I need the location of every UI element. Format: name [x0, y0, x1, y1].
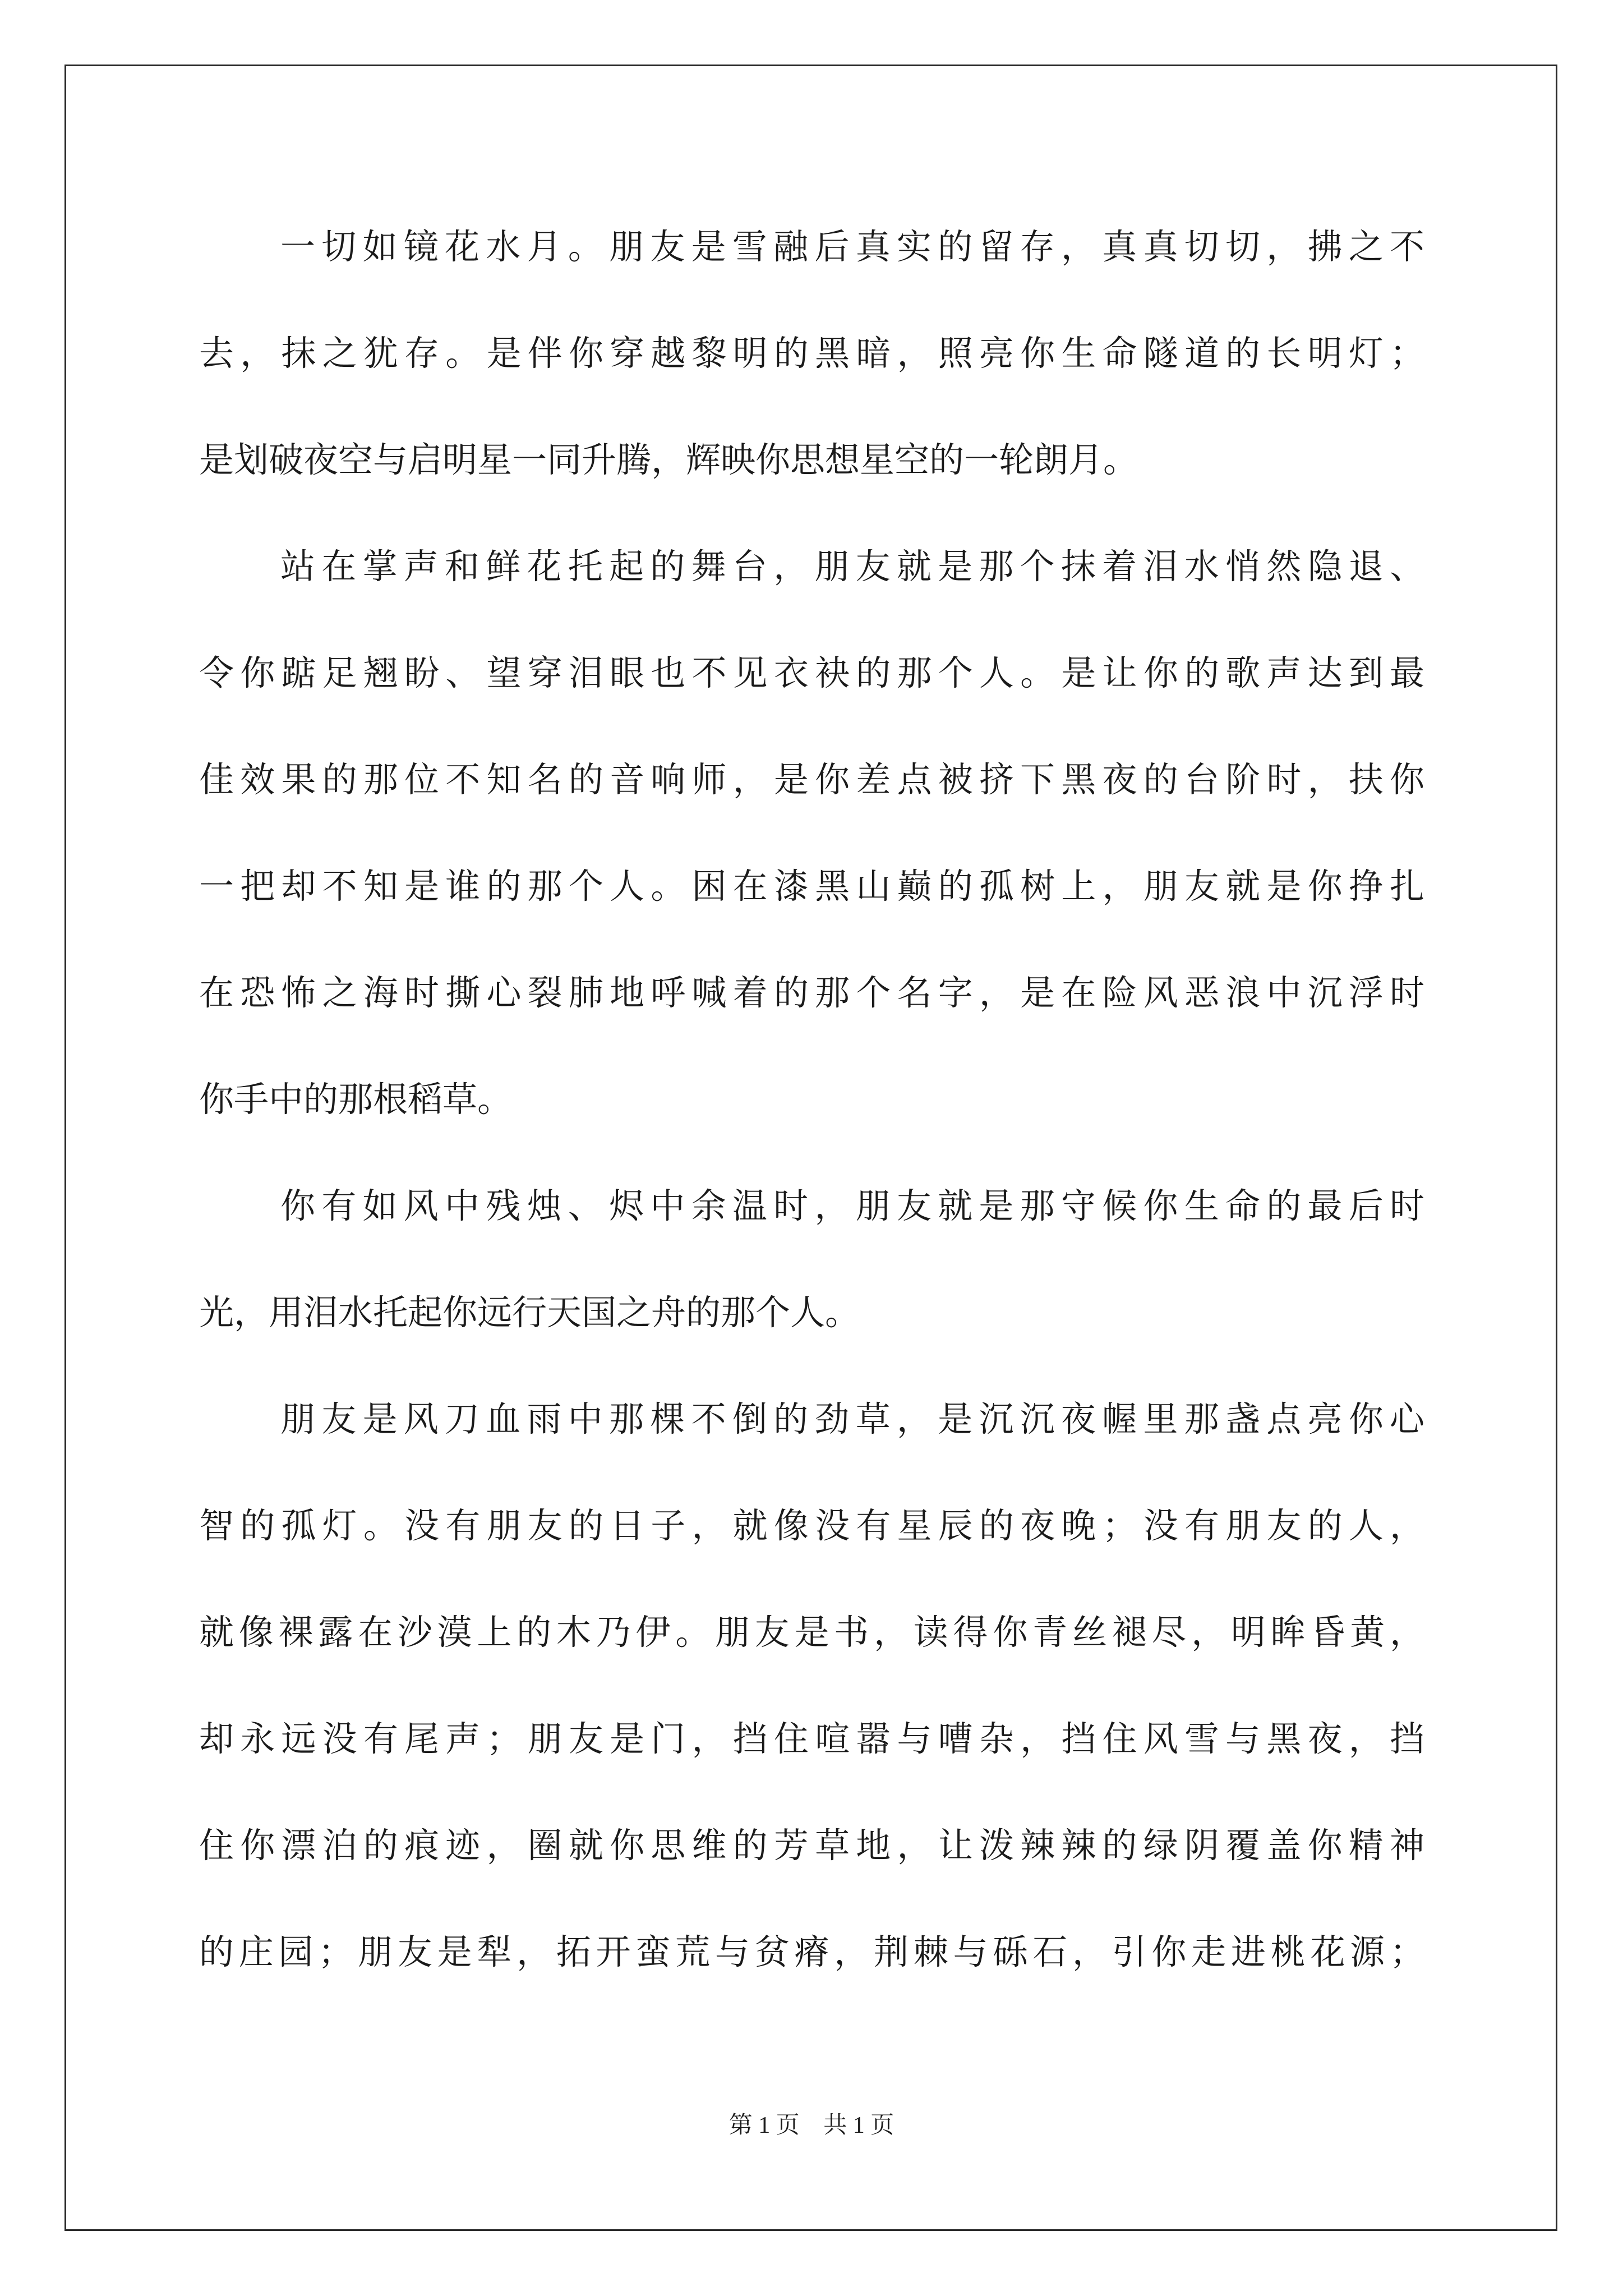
page-border	[64, 65, 1557, 2231]
paragraph-line: 站在掌声和鲜花托起的舞台，朋友就是那个抹着泪水悄然隐退、	[280, 546, 1424, 587]
paragraph-line: 智的孤灯。没有朋友的日子，就像没有星辰的夜晚；没有朋友的人，	[199, 1505, 1424, 1546]
page-footer	[0, 2106, 1623, 2140]
paragraph-line: 却永远没有尾声；朋友是门，挡住喧嚣与嘈杂，挡住风雪与黑夜，挡	[199, 1718, 1424, 1759]
paragraph-line: 住你漂泊的痕迹，圈就你思维的芳草地，让泼辣辣的绿阴覆盖你精神	[199, 1825, 1424, 1866]
paragraph-line: 是划破夜空与启明星一同升腾，辉映你思想星空的一轮朗月。	[199, 439, 1138, 480]
paragraph-line: 在恐怖之海时撕心裂肺地呼喊着的那个名字，是在险风恶浪中沉浮时	[199, 972, 1424, 1013]
paragraph-line: 一切如镜花水月。朋友是雪融后真实的留存，真真切切，拂之不	[280, 226, 1424, 267]
paragraph-line: 去，抹之犹存。是伴你穿越黎明的黑暗，照亮你生命隧道的长明灯；	[199, 333, 1424, 374]
paragraph-line: 朋友是风刀血雨中那棵不倒的劲草，是沉沉夜幄里那盏点亮你心	[280, 1398, 1424, 1439]
paragraph-line: 光，用泪水托起你远行天国之舟的那个人。	[199, 1292, 860, 1333]
paragraph-line: 就像裸露在沙漠上的木乃伊。朋友是书，读得你青丝褪尽，明眸昏黄，	[199, 1612, 1424, 1653]
page-total: 共 1 页	[823, 2113, 895, 2138]
paragraph-line: 的庄园；朋友是犁，拓开蛮荒与贫瘠，荆棘与砾石，引你走进桃花源；	[199, 1931, 1424, 1972]
paragraph-line: 一把却不知是谁的那个人。困在漆黑山巅的孤树上，朋友就是你挣扎	[199, 866, 1424, 907]
paragraph-line: 令你踮足翘盼、望穿泪眼也不见衣袂的那个人。是让你的歌声达到最	[199, 652, 1424, 693]
page-number: 第 1 页	[728, 2113, 800, 2138]
paragraph-line: 佳效果的那位不知名的音响师，是你差点被挤下黑夜的台阶时，扶你	[199, 759, 1424, 800]
paragraph-line: 你手中的那根稻草。	[199, 1079, 513, 1120]
paragraph-line: 你有如风中残烛、烬中余温时，朋友就是那守候你生命的最后时	[280, 1185, 1424, 1226]
